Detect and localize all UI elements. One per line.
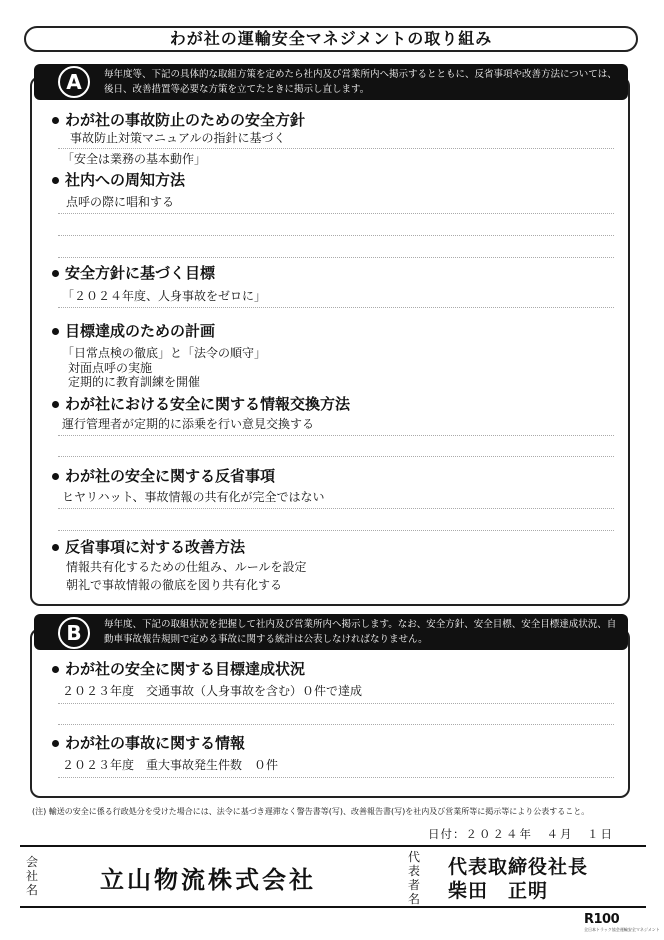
heading-improvement: 反省事項に対する改善方法 bbox=[52, 537, 245, 557]
divider bbox=[58, 456, 614, 457]
heading-internal-notice: 社内への周知方法 bbox=[52, 170, 185, 190]
divider bbox=[58, 508, 614, 509]
heading-safety-goal: 安全方針に基づく目標 bbox=[52, 263, 215, 283]
info-exchange-line-1: 運行管理者が定期的に添乗を行い意見交換する bbox=[62, 417, 315, 431]
representative-name: 柴田 正明 bbox=[448, 880, 549, 902]
divider bbox=[58, 235, 614, 236]
divider bbox=[58, 530, 614, 531]
heading-reflection: わが社の安全に関する反省事項 bbox=[52, 466, 275, 486]
safety-goal-line-1: 「２０２４年度、人身事故をゼロに」 bbox=[62, 289, 267, 303]
heading-goal-status: わが社の安全に関する目標達成状況 bbox=[52, 659, 305, 679]
bullet-icon bbox=[52, 473, 59, 480]
bullet-icon bbox=[52, 740, 59, 747]
divider bbox=[58, 724, 614, 725]
section-b-intro: 毎年度、下記の取組状況を把握して社内及び営業所内へ掲示します。なお、安全方針、安全目標、安全目標達成状況、自動車事故報告規則で定める事故に関する統計は公表しなければなりません。 bbox=[34, 614, 628, 650]
improvement-line-1: 情報共有化するための仕組み、ルールを設定 bbox=[66, 560, 307, 574]
representative-label: 代表者名 bbox=[407, 850, 420, 906]
bullet-icon bbox=[52, 328, 59, 335]
divider bbox=[58, 148, 614, 149]
bullet-icon bbox=[52, 270, 59, 277]
section-a-badge: A bbox=[58, 66, 90, 98]
footer-top-rule bbox=[20, 845, 646, 847]
goal-plan-line-1: 「日常点検の徹底」と「法令の順守」 bbox=[62, 346, 267, 360]
bullet-icon bbox=[52, 117, 59, 124]
divider bbox=[58, 307, 614, 308]
page-title: わが社の運輸安全マネジメントの取り組み bbox=[24, 26, 638, 52]
reflection-line-1: ヒヤリハット、事故情報の共有化が完全ではない bbox=[62, 490, 325, 504]
safety-policy-line-1: 事故防止対策マニュアルの指針に基づく bbox=[70, 131, 286, 145]
goal-status-line-1: ２０２３年度 交通事故（人身事故を含む）０件で達成 bbox=[62, 684, 363, 698]
heading-goal-plan: 目標達成のための計画 bbox=[52, 321, 215, 341]
footnote: (注) 輸送の安全に係る行政処分を受けた場合には、法令に基づき遅滞なく警告書等(写)、改善報告書(写)を社内及び営業所等に掲示等により公表すること。 bbox=[32, 807, 590, 816]
divider bbox=[58, 257, 614, 258]
divider bbox=[58, 435, 614, 436]
bullet-icon bbox=[52, 177, 59, 184]
bullet-icon bbox=[52, 544, 59, 551]
bullet-icon bbox=[52, 666, 59, 673]
accident-info-line-1: ２０２３年度 重大事故発生件数 ０件 bbox=[62, 758, 279, 772]
heading-safety-policy: わが社の事故防止のための安全方針 bbox=[52, 110, 305, 130]
improvement-line-2: 朝礼で事故情報の徹底を図り共有化する bbox=[66, 578, 283, 592]
divider bbox=[58, 213, 614, 214]
goal-plan-line-2: 対面点呼の実施 bbox=[68, 361, 153, 375]
heading-info-exchange: わが社における安全に関する情報交換方法 bbox=[52, 394, 350, 414]
section-a-intro: 毎年度等、下記の具体的な取組方策を定めたら社内及び営業所内へ掲示するとともに、反省事項や改善方法については、後日、改善措置等必要な方策を立てたときに掲示し直します。 bbox=[34, 64, 628, 100]
divider bbox=[58, 777, 614, 778]
publisher-logo: R100 全日本トラック協会運輸安全マネジメント bbox=[584, 912, 660, 932]
bullet-icon bbox=[52, 401, 59, 408]
internal-notice-line-1: 点呼の際に唱和する bbox=[66, 195, 175, 209]
representative-title: 代表取締役社長 bbox=[448, 856, 589, 878]
footer-bottom-rule bbox=[20, 906, 646, 908]
date-line: 日付：２０２４年 ４月 １日 bbox=[428, 827, 614, 841]
goal-plan-line-3: 定期的に教育訓練を開催 bbox=[68, 375, 201, 389]
safety-policy-line-2: 「安全は業務の基本動作」 bbox=[62, 152, 207, 166]
section-b-badge: B bbox=[58, 617, 90, 649]
divider bbox=[58, 703, 614, 704]
company-label: 会社名 bbox=[25, 855, 38, 897]
company-name: 立山物流株式会社 bbox=[100, 865, 316, 894]
heading-accident-info: わが社の事故に関する情報 bbox=[52, 733, 245, 753]
date-value: ２０２４年 ４月 １日 bbox=[465, 827, 614, 841]
